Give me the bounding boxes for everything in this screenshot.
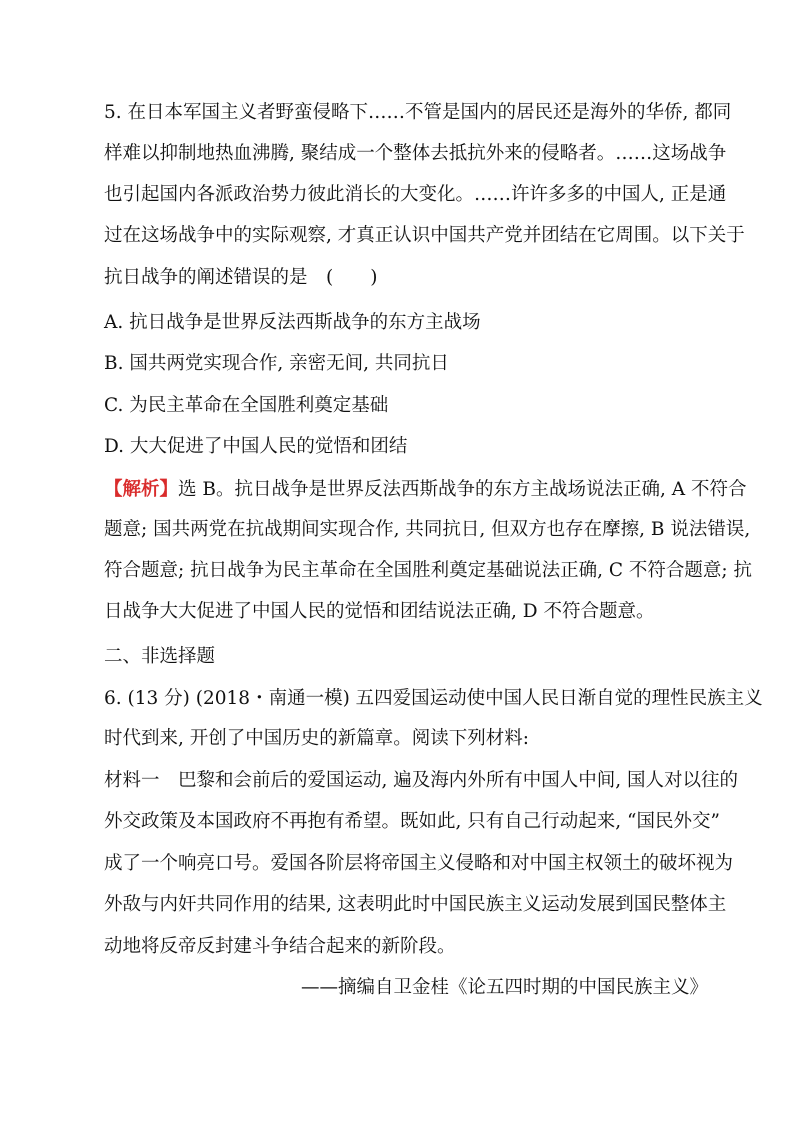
material-line: 外敌与内奸共同作用的结果, 这表明此时中国民族主义运动发展到国民整体主 [104,894,727,915]
section-title: 二、非选择题 [104,646,216,667]
analysis-line: 日战争大大促进了中国人民的觉悟和团结说法正确, D 不符合题意。 [104,601,655,622]
analysis-line: 符合题意; 抗日战争为民主革命在全国胜利奠定基础说法正确, C 不符合题意; 抗 [104,560,753,581]
question-5-line: 5. 在日本军国主义者野蛮侵略下……不管是国内的居民还是海外的华侨, 都同 [104,102,732,123]
question-5-line: 过在这场战争中的实际观察, 才真正认识中国共产党并团结在它周围。以下关于 [104,225,745,246]
analysis-text: 选 B。抗日战争是世界反法西斯战争的东方主战场说法正确, A 不符合 [178,479,747,500]
analysis-line: 题意; 国共两党在抗战期间实现合作, 共同抗日, 但双方也存在摩擦, B 说法错误, [104,519,751,540]
question-6-line: 时代到来, 开创了中国历史的新篇章。阅读下列材料: [104,728,529,749]
analysis-tag: 【解析】 [104,479,179,500]
question-5-line: 抗日战争的阐述错误的是 ( ) [104,267,378,288]
material-line: 成了一个响亮口号。爱国各阶层将帝国主义侵略和对中国主权领土的破坏视为 [104,853,734,874]
material-line: 动地将反帝反封建斗争结合起来的新阶段。 [104,936,456,957]
material-line: 材料一 巴黎和会前后的爱国运动, 遍及海内外所有中国人中间, 国人对以往的 [104,770,739,791]
material-line: 外交政策及本国政府不再抱有希望。既如此, 只有自己行动起来, “国民外交” [104,811,720,832]
option-d: D. 大大促进了中国人民的觉悟和团结 [104,436,408,457]
option-c: C. 为民主革命在全国胜利奠定基础 [104,395,389,416]
analysis-line [104,481,747,500]
option-b: B. 国共两党实现合作, 亲密无间, 共同抗日 [104,353,449,374]
option-a: A. 抗日战争是世界反法西斯战争的东方主战场 [104,312,481,333]
question-5-line: 也引起国内各派政治势力彼此消长的大变化。……许许多多的中国人, 正是通 [104,184,727,205]
material-source: ——摘编自卫金桂《论五四时期的中国民族主义》 [300,977,708,998]
question-5-line: 样难以抑制地热血沸腾, 聚结成一个整体去抵抗外来的侵略者。……这场战争 [104,143,727,164]
question-6-line: 6. (13 分) (2018・南通一模) 五四爱国运动使中国人民日渐自觉的理性民族主义 [104,688,763,709]
